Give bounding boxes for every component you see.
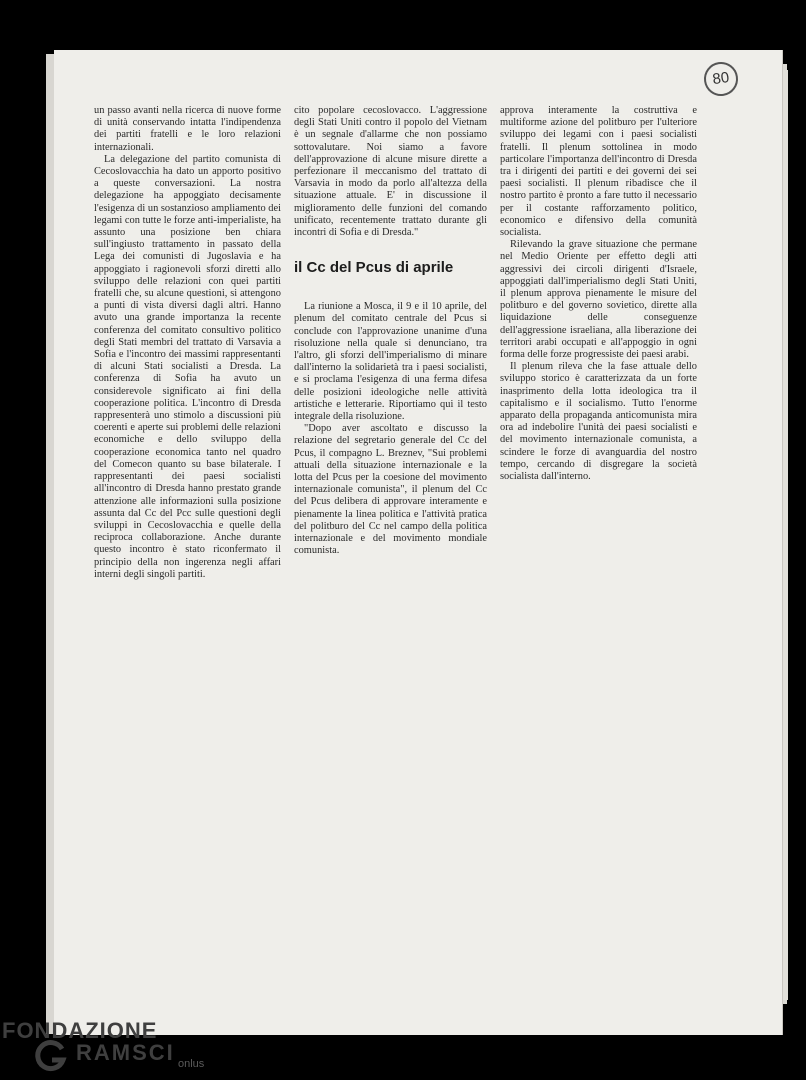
paragraph: Il plenum rileva che la fase attuale dello sviluppo storico è caratterizzata da un forte inasprimento della lotta ideologica tra il capitalismo e il socialismo. Tutto l'enorme apparato della propaganda anticomunista mira ora ad indebolire l'unità dei paesi socialisti e del movimento internazionale comunista, a scindere le forze di avanguardia del nostro tempo, cercando di disgregare la società socialista dall'interno. (500, 361, 697, 483)
paragraph: "Dopo aver ascoltato e discusso la relazione del segretario generale del Cc del Pcus, il compagno L. Breznev, "Sui problemi attuali della situazione internazionale e la lotta del Pcus per la coesione del movimento internazionale comunista", il plenum del Cc del Pcus delibera di approvare interamente e pienamente la linea politica e l'attività pratica del politburo del Cc nel campo della politica internazionale e del movimento mondiale comunista. (294, 423, 487, 557)
text-column-1 (94, 105, 281, 581)
gramsci-g-logo-icon (34, 1040, 68, 1074)
document-page (54, 50, 782, 1035)
paragraph: cito popolare cecoslovacco. L'aggressione degli Stati Uniti contro il popolo del Vietnam è un segnale d'allarme che non possiamo sottovalutare. Noi siamo a favore dell'approvazione di alcune misure dirette a perfezionare il meccanismo del trattato di Varsavia in modo da porlo all'altezza della situazione attuale. E' in discussione il miglioramento delle funzioni del comando unificato, recentemente trattato durante gli incontri di Sofia e di Dresda." (294, 105, 487, 239)
section-heading: il Cc del Pcus di aprile (294, 259, 454, 277)
paragraph: un passo avanti nella ricerca di nuove forme di unità conservando intatta l'indipendenza dei partiti fratelli e le loro relazioni internazionali. (94, 105, 281, 153)
page-folio-stamp: 80 (702, 60, 740, 98)
watermark-line-2: RAMSCI (76, 1040, 175, 1065)
paragraph: approva interamente la costruttiva e multiforme azione del politburo per l'ulteriore sviluppo dei legami con i paesi socialisti fratelli. Il plenum sottolinea in modo particolare l'importanza dell'incontro di Dresda tra i dirigenti dei partiti e dei governi dei sei paesi socialisti. Il plenum ribadisce che il nostro partito è pronto a fare tutto il necessario per il costante rafforzamento politico, economico e difensivo della comunità socialista. (500, 105, 697, 239)
archive-watermark (0, 1018, 230, 1078)
text-column-2 (294, 105, 487, 558)
text-column-3 (500, 105, 697, 483)
left-page-edge (46, 54, 54, 1034)
watermark-onlus: onlus (178, 1058, 205, 1070)
watermark-line-1: FONDAZIONE (2, 1018, 158, 1043)
paragraph: Rilevando la grave situazione che permane nel Medio Oriente per effetto degli atti aggressivi dei circoli dirigenti d'Israele, appoggiati dall'imperialismo degli Stati Uniti, il plenum approva pienamente le misure del politburo e del governo sovietico, dirette alla liquidazione delle conseguenze dell'aggressione israeliana, alla liberazione dei territori arabi occupati e all'appoggio in ogni forma delle forze progressiste dei paesi arabi. (500, 239, 697, 361)
paragraph: La riunione a Mosca, il 9 e il 10 aprile, del plenum del comitato centrale del Pcus si conclude con l'approvazione unanime d'una risoluzione nella quale si denunciano, tra l'altro, gli sforzi dell'imperialismo di minare dall'interno la solidarietà tra i paesi socialisti, e si proclama l'esigenza di una ferma difesa delle posizioni ideologiche nelle attività artistiche e letterarie. Riportiamo qui il testo integrale della risoluzione. (294, 301, 487, 423)
paragraph: La delegazione del partito comunista di Cecoslovacchia ha dato un apporto positivo a queste conversazioni. La nostra delegazione ha appoggiato decisamente l'esigenza di un sostanzioso ampliamento dei legami con tutte le forze anti-imperialiste, ha assunto una posizione ben chiara sull'ingiusto trattamento in passato della Lega dei comunisti di Jugoslavia e ha appoggiato i ragionevoli sforzi diretti allo sviluppo delle relazioni con quei partiti fratelli che, su alcune questioni, si attengono a punti di vista diversi dagli altri. Hanno avuto una grande importanza la recente conferenza del comitato consultivo politico degli Stati membri del trattato di Varsavia a Sofia e l'incontro dei massimi rappresentanti di alcuni Stati socialisti a Dresda. La conferenza di Sofia ha avuto un considerevole significato ai fini della cooperazione politica. L'incontro di Dresda rappresenterà uno stimolo a discussioni più coerenti e aperte sui problemi delle relazioni economiche e dello sviluppo della cooperazione economica tanto nel quadro del Comecon quanto su base bilaterale. I rappresentanti dei paesi socialisti all'incontro di Dresda hanno prestato grande attenzione alle informazioni sulla posizione assunta dal Cc del Pcc sulle questioni degli sviluppi in Cecoslovacchia e quelle della reciproca collaborazione. Anche durante questo incontro è stato riconfermato il principio della non ingerenza negli affari interni degli singoli partiti. (94, 153, 281, 580)
